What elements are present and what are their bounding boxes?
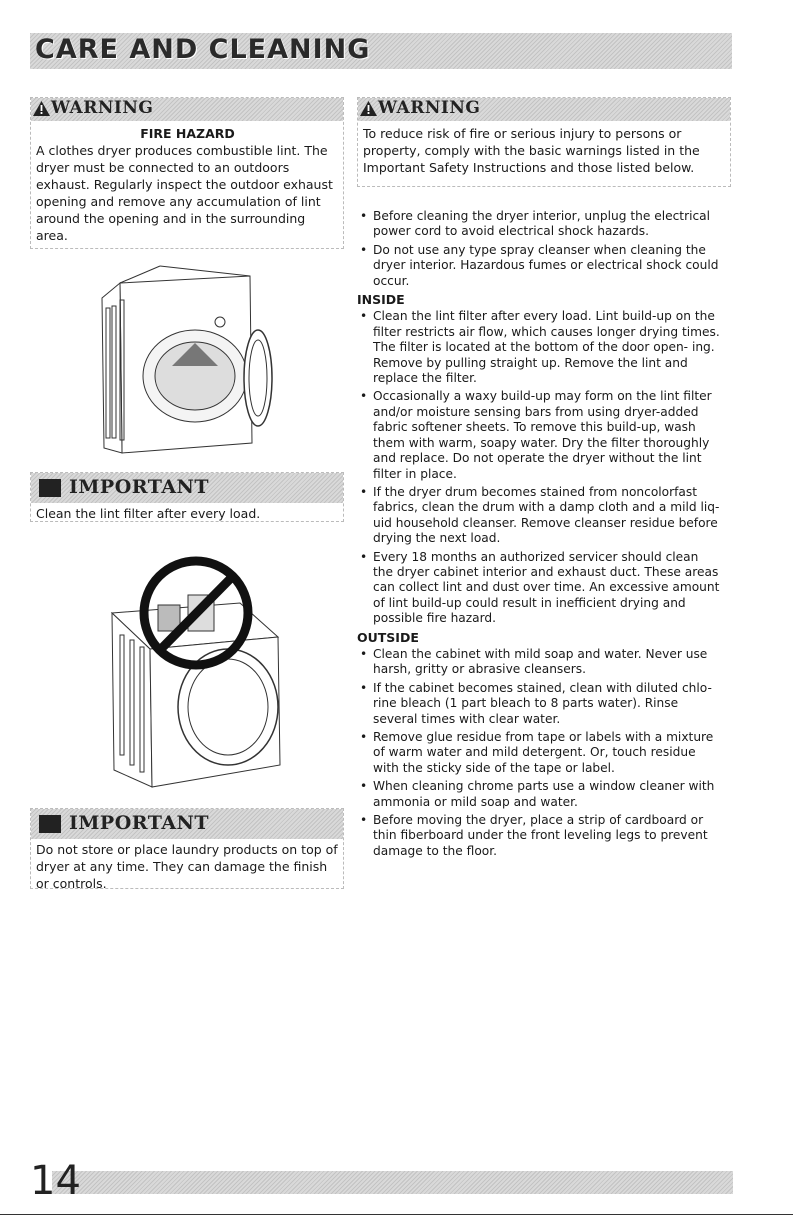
important-box-lint xyxy=(30,472,344,522)
arrow-right-icon xyxy=(39,815,61,833)
bottom-rule xyxy=(0,1214,793,1215)
list-item: • Before moving the dryer, place a strip of cardboard or thin fiberboard under the front leveling legs to prevent damage to the floor. xyxy=(357,813,722,859)
important-header xyxy=(31,809,343,839)
fire-hazard-text: A clothes dryer produces combustible lint. The dryer must be connected to an outdoors exhaust. Regularly inspect the outdoor exhaust opening and remove any accumulation of lint around the opening and in the surrounding area. xyxy=(36,143,333,243)
general-list xyxy=(357,209,722,289)
dryer-open-door-illustration xyxy=(100,258,280,468)
page-title: CARE AND CLEANING xyxy=(35,34,371,65)
list-item: • Remove glue residue from tape or labels with a mixture of warm water and mild detergent. Or, touch residue with the sticky side of the tape or label. xyxy=(357,730,722,776)
title-bar xyxy=(30,33,732,69)
list-item: • When cleaning chrome parts use a window cleaner with ammonia or mild soap and water. xyxy=(357,779,722,810)
list-item: • Every 18 months an authorized servicer should clean the dryer cabinet interior and exhaust duct. These areas can collect lint and dust over time. An excessive amount of lint build-up could result in inefficient drying and possible fire hazard. xyxy=(357,550,722,627)
list-item: • Before cleaning the dryer interior, unplug the electrical power cord to avoid electrical shock hazards. xyxy=(357,209,722,240)
warning-header xyxy=(31,98,343,121)
cleaning-instructions xyxy=(357,209,722,862)
warning-triangle-icon xyxy=(360,101,377,116)
warning-label: WARNING xyxy=(51,98,154,118)
important-storage-text: Do not store or place laundry products on top of dryer at any time. They can damage the finish or controls. xyxy=(36,842,338,891)
outside-list xyxy=(357,647,722,859)
warning-box-fire-hazard xyxy=(30,97,344,249)
important-label: IMPORTANT xyxy=(69,812,210,834)
inside-list xyxy=(357,309,722,626)
list-item: • If the dryer drum becomes stained from noncolorfast fabrics, clean the drum with a damp cloth and a mild liq- uid household cleanser. Remove cleanser residue before drying the next load. xyxy=(357,485,722,547)
important-header xyxy=(31,473,343,503)
footer-bar xyxy=(52,1171,733,1194)
dryer-no-products-illustration xyxy=(110,555,285,790)
warning-box-general xyxy=(357,97,731,187)
warning-general-text: To reduce risk of fire or serious injury to persons or property, comply with the basic warnings listed in the Important Safety Instructions and those listed below. xyxy=(363,126,700,175)
arrow-right-icon xyxy=(39,479,61,497)
fire-hazard-subtitle: FIRE HAZARD xyxy=(140,126,235,141)
list-item: • If the cabinet becomes stained, clean with diluted chlo- rine bleach (1 part bleach to 8 parts water). Rinse several times with clear water. xyxy=(357,681,722,727)
important-box-storage xyxy=(30,808,344,889)
important-lint-text: Clean the lint filter after every load. xyxy=(36,506,261,521)
page-number: 14 xyxy=(30,1158,81,1204)
important-label: IMPORTANT xyxy=(69,476,210,498)
warning-triangle-icon xyxy=(33,101,50,116)
list-item: • Occasionally a waxy build-up may form on the lint filter and/or moisture sensing bars from using dryer-added fabric softener sheets. To remove this build-up, wash them with warm, soapy water. Dry the filter thoroughly and replace. Do not operate the dryer without the lint filter in place. xyxy=(357,389,722,481)
list-item: • Do not use any type spray cleanser when cleaning the dryer interior. Hazardous fumes or electrical shock could occur. xyxy=(357,243,722,289)
warning-label: WARNING xyxy=(378,98,481,118)
outside-heading: OUTSIDE xyxy=(357,629,419,645)
inside-heading: INSIDE xyxy=(357,292,405,308)
warning-header xyxy=(358,98,730,121)
list-item: • Clean the lint filter after every load. Lint build-up on the filter restricts air flow, which causes longer drying times. The filter is located at the bottom of the door open- ing. Remove by pulling straight up. Remove the lint and replace the filter. xyxy=(357,309,722,386)
list-item: • Clean the cabinet with mild soap and water. Never use harsh, gritty or abrasive cleansers. xyxy=(357,647,722,678)
